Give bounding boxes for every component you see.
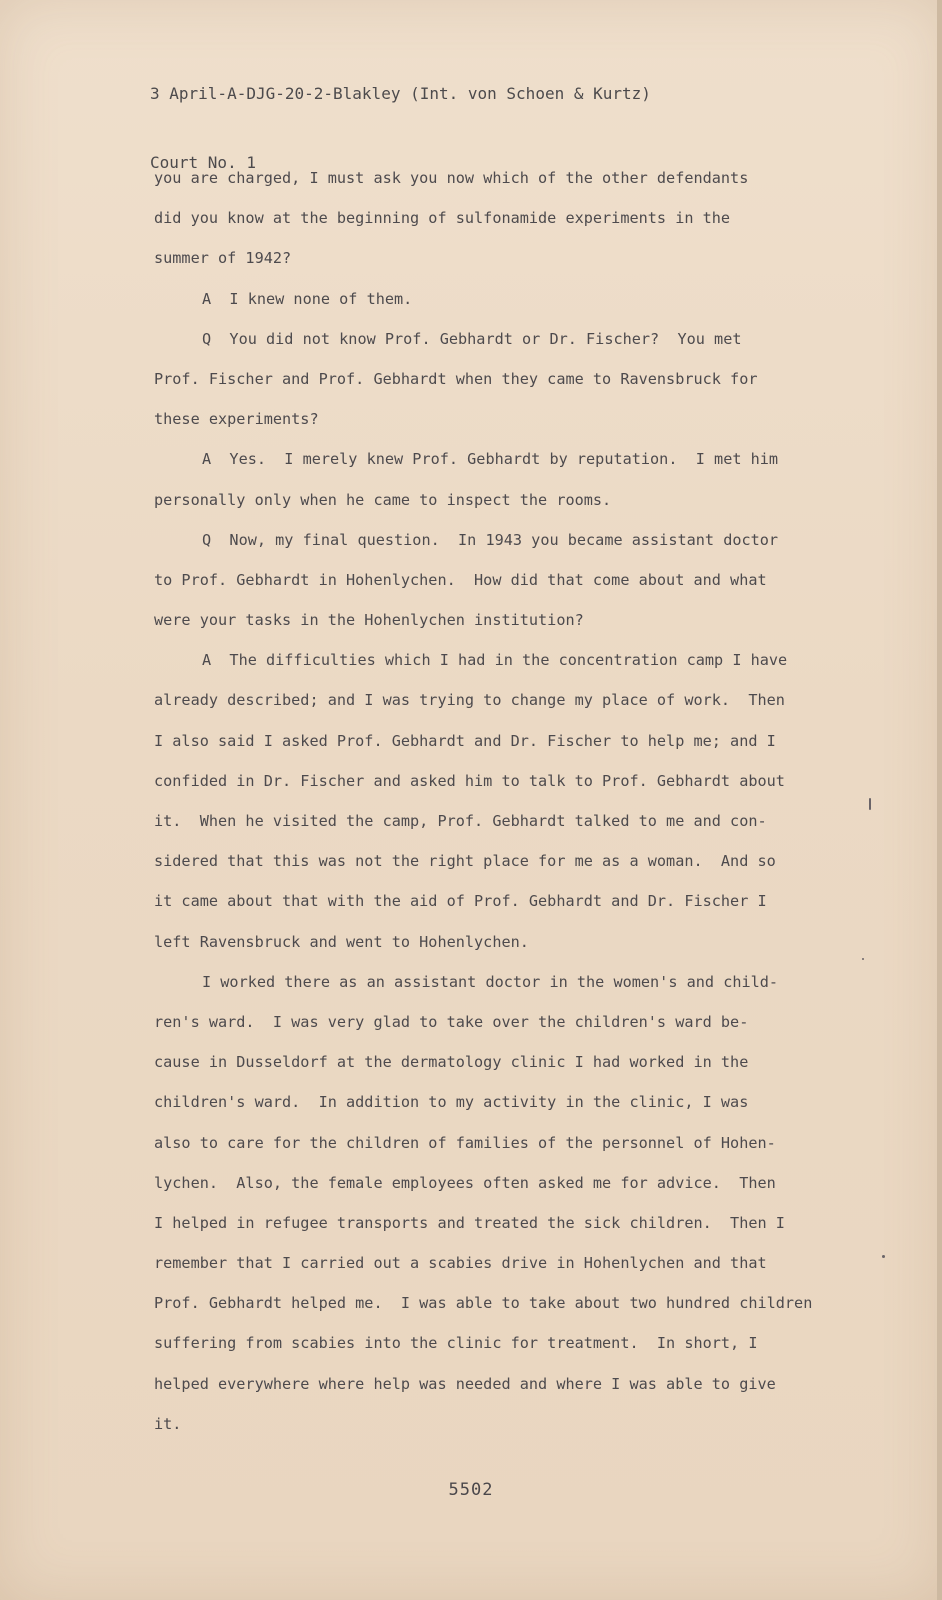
transcript-line: personally only when he came to inspect the rooms. <box>154 490 612 509</box>
transcript-line: A The difficulties which I had in the concentration camp I have <box>202 651 788 670</box>
transcript-line: children's ward. In addition to my activity in the clinic, I was <box>154 1093 749 1112</box>
transcript-line: I worked there as an assistant doctor in the women's and child- <box>202 972 779 991</box>
transcript-line: I helped in refugee transports and treated the sick children. Then I <box>154 1213 785 1232</box>
ink-speck <box>869 798 871 810</box>
transcript-line: left Ravensbruck and went to Hohenlychen. <box>154 932 529 951</box>
paper-edge <box>937 0 942 1600</box>
ink-speck <box>862 958 864 960</box>
transcript-line: summer of 1942? <box>154 249 292 268</box>
transcript-line: Prof. Fischer and Prof. Gebhardt when they came to Ravensbruck for <box>154 369 758 388</box>
transcript-line: confided in Dr. Fischer and asked him to talk to Prof. Gebhardt about <box>154 771 785 790</box>
transcript-line: were your tasks in the Hohenlychen institution? <box>154 611 584 630</box>
transcript-line: A Yes. I merely knew Prof. Gebhardt by reputation. I met him <box>202 450 779 469</box>
transcript-line: it. When he visited the camp, Prof. Gebhardt talked to me and con- <box>154 812 767 830</box>
transcript-line: did you know at the beginning of sulfonamide experiments in the <box>154 209 731 228</box>
transcript-line: cause in Dusseldorf at the dermatology clinic I had worked in the <box>154 1053 749 1072</box>
transcript-line: I also said I asked Prof. Gebhardt and Dr. Fischer to help me; and I <box>154 731 776 750</box>
transcript-line: it came about that with the aid of Prof. Gebhardt and Dr. Fischer I <box>154 892 767 911</box>
transcript-line: lychen. Also, the female employees often asked me for advice. Then <box>154 1173 776 1192</box>
header-court-line: Court No. 1 <box>150 153 256 172</box>
transcript-line: already described; and I was trying to change my place of work. Then <box>154 691 785 710</box>
transcript-line: also to care for the children of families of the personnel of Hohen- <box>154 1133 776 1152</box>
transcript-line: helped everywhere where help was needed and where I was able to give <box>154 1374 776 1393</box>
transcript-line: to Prof. Gebhardt in Hohenlychen. How did that come about and what <box>154 570 767 589</box>
ink-speck <box>882 1255 885 1258</box>
transcript-line: it. <box>154 1414 182 1433</box>
transcript-line: these experiments? <box>154 410 319 429</box>
page-number: 5502 <box>448 1480 494 1500</box>
transcript-line: ren's ward. I was very glad to take over the children's ward be- <box>154 1012 749 1031</box>
transcript-line: you are charged, I must ask you now which of the other defendants <box>154 169 749 187</box>
header-case-line: 3 April-A-DJG-20-2-Blakley (Int. von Schoen & Kurtz) <box>150 84 651 103</box>
transcript-line: sidered that this was not the right place for me as a woman. And so <box>154 852 776 871</box>
transcript-line: Prof. Gebhardt helped me. I was able to take about two hundred children <box>154 1294 813 1313</box>
transcript-line: Q You did not know Prof. Gebhardt or Dr. Fischer? You met <box>202 329 742 348</box>
transcript-line: Q Now, my final question. In 1943 you became assistant doctor <box>202 530 779 549</box>
transcript-body <box>154 158 894 1444</box>
transcript-line: remember that I carried out a scabies drive in Hohenlychen and that <box>154 1254 767 1273</box>
transcript-line: suffering from scabies into the clinic for treatment. In short, I <box>154 1334 758 1353</box>
transcript-line: A I knew none of them. <box>202 289 413 308</box>
